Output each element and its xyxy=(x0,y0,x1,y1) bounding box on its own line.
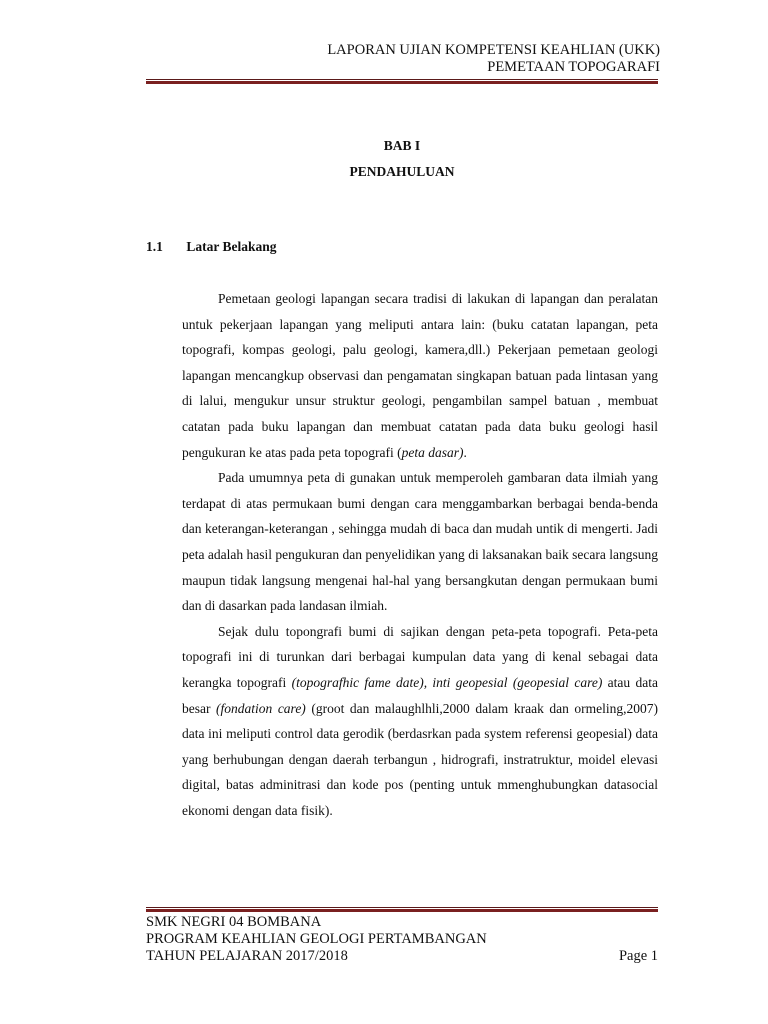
text-run: Pemetaan geologi lapangan secara tradisi di lakukan di lapangan dan peralatan untuk pekerjaan lapangan yang meliputi antara lain: (buku catatan lapangan, peta topografi, kompas geologi, palu geologi, kamera,dll.) Pekerjaan pemetaan geologi lapangan mencangkup observasi dan pengamatan singkapan batuan pada lintasan yang di lalui, mengukur unsur struktur geologi, pengambilan sampel batuan , membuat catatan pada buku lapangan dan membuat catatan pada data buku geologi hasil pengukuran ke atas pada peta topografi ( xyxy=(182,291,658,460)
page-footer xyxy=(146,914,658,965)
header-subtitle: PEMETAAN TOPOGARAFI xyxy=(487,59,660,75)
header-title: LAPORAN UJIAN KOMPETENSI KEAHLIAN (UKK) xyxy=(327,42,660,58)
page-header xyxy=(327,42,660,76)
paragraph xyxy=(182,619,658,824)
text-run: atau data besar xyxy=(182,674,658,716)
paragraph xyxy=(182,286,658,465)
footer-rule xyxy=(146,907,658,912)
section-title: Latar Belakang xyxy=(186,239,277,254)
text-run: Sejak dulu topongrafi bumi di sajikan dengan peta-peta topografi. Peta-peta topografi ini di turunkan dari berbagai kumpulan data yang di kenal sebagai data kerangka topografi xyxy=(182,623,658,690)
footer-program: PROGRAM KEAHLIAN GEOLOGI PERTAMBANGAN xyxy=(146,931,487,947)
italic-text: (topografhic fame date), inti geopesial (geopesial care) xyxy=(291,674,603,690)
chapter-title: PENDAHULUAN xyxy=(349,164,455,179)
text-run: (groot dan malaughlhli,2000 dalam kraak dan ormeling,2007) data ini meliputi control data gerodik (berdasrkan pada system referensi geopesial) data yang berhubungan dengan daerah terbangun , hidrografi, instratruktur, moidel elevasi digital, batas adminitrasi dan kode pos (penting untuk mmenghubungkan datasocial ekonomi dengan data fisik). xyxy=(182,700,659,818)
text-run: Pada umumnya peta di gunakan untuk memperoleh gambaran data ilmiah yang terdapat di atas permukaan bumi dengan cara menggambarkan berbagai benda-benda dan keterangan-keterangan , sehingga mudah di baca dan mudah untik di mengerti. Jadi peta adalah hasil pengukuran dan penyelidikan yang di laksanakan baik secara langsung maupun tidak langsung mengenai hal-hal yang bersangkutan dengan permukaan bumi dan di dasarkan pada landasan ilmiah. xyxy=(182,470,658,614)
footer-year: TAHUN PELAJARAN 2017/2018 xyxy=(146,948,348,964)
section-heading xyxy=(146,239,277,255)
header-rule xyxy=(146,79,658,84)
italic-text: peta dasar) xyxy=(401,444,464,460)
footer-school: SMK NEGRI 04 BOMBANA xyxy=(146,914,322,930)
section-number: 1.1 xyxy=(146,239,163,254)
paragraph xyxy=(182,465,658,619)
page-number: Page 1 xyxy=(618,948,658,964)
body-text xyxy=(182,286,658,823)
chapter-number: BAB I xyxy=(383,138,421,153)
text-run: . xyxy=(463,444,467,460)
italic-text: (fondation care) xyxy=(216,700,306,716)
